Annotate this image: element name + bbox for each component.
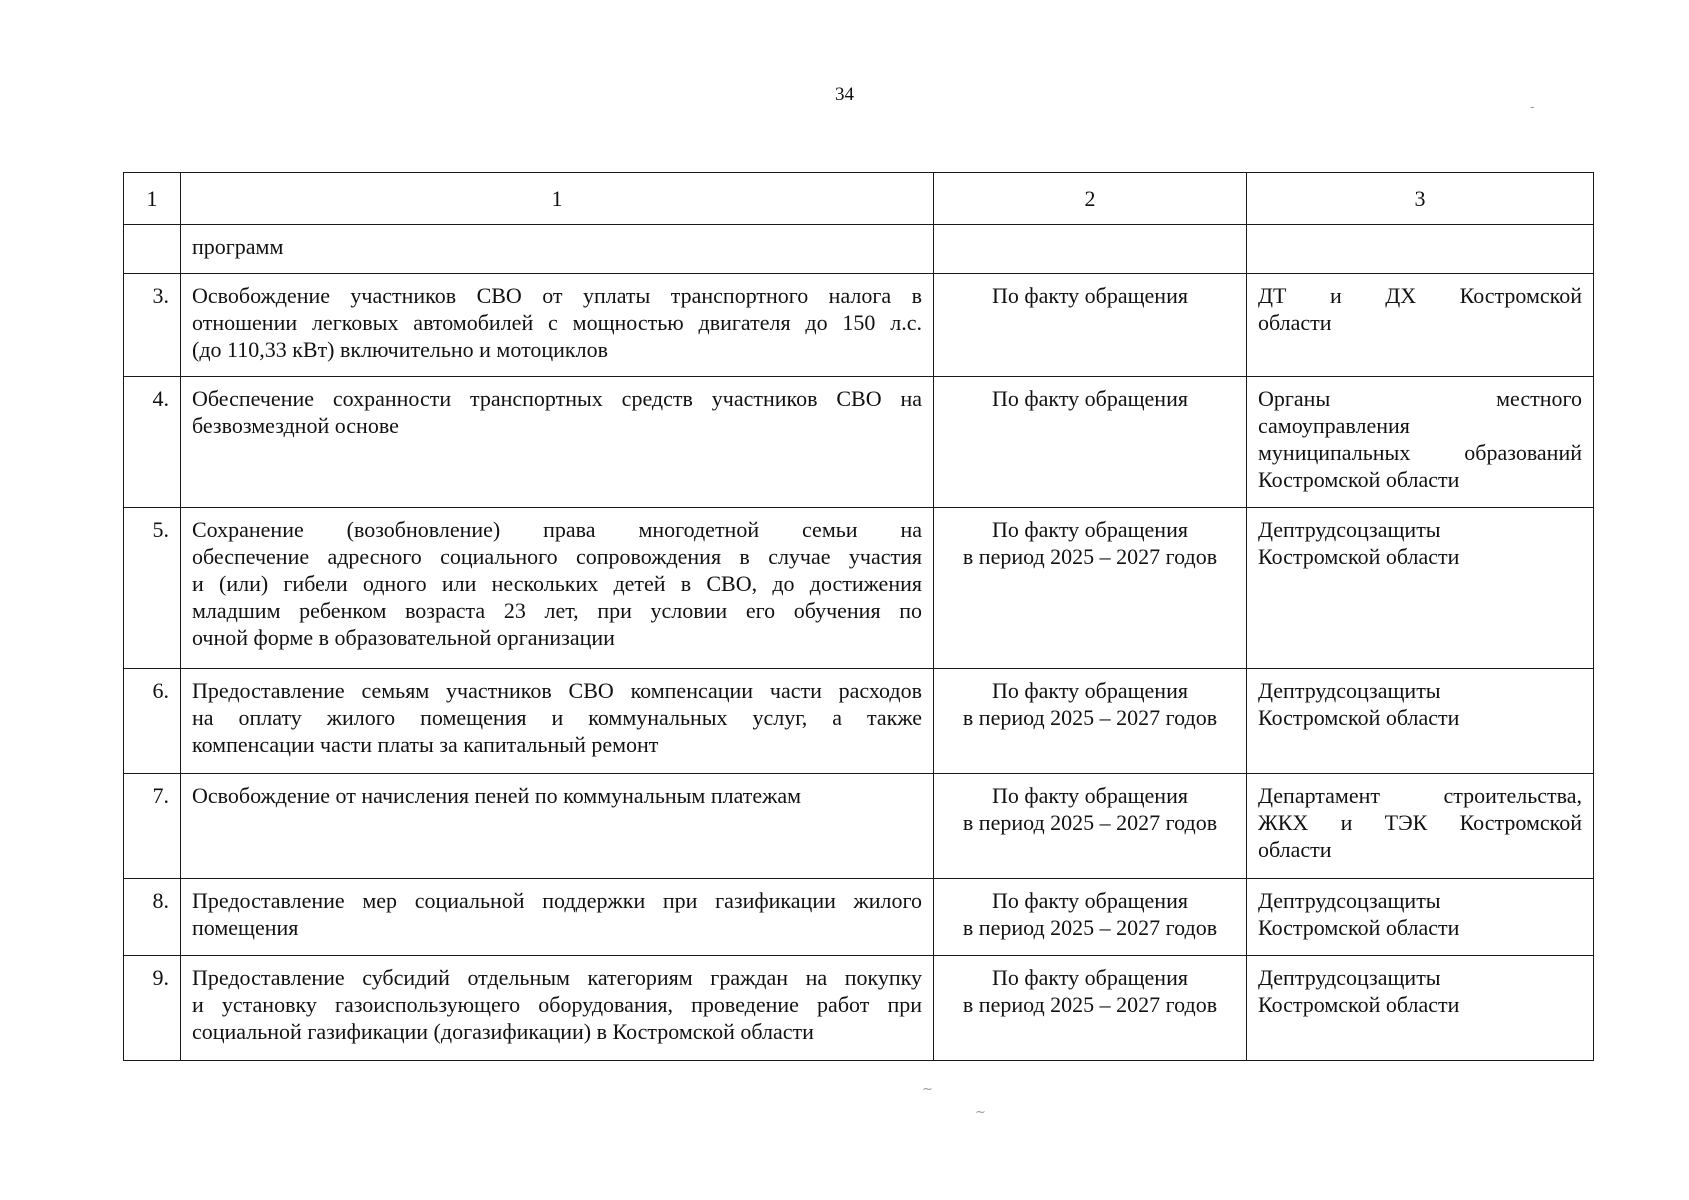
- measure-line: Предоставление субсидий отдельным категориям граждан на покупку: [192, 965, 922, 990]
- term-cell: [934, 774, 1247, 879]
- table-header-row: [124, 173, 1594, 225]
- measure-line: очной форме в образовательной организации: [192, 625, 615, 650]
- executor-cell: [1247, 377, 1594, 508]
- table-row-continuation: [124, 225, 1594, 274]
- row-number: 4.: [124, 377, 181, 508]
- table-row: [124, 377, 1594, 508]
- measure-line: отношении легковых автомобилей с мощностью двигателя до 150 л.с.: [192, 310, 922, 335]
- table-row: [124, 879, 1594, 956]
- header-cell-term: 2: [934, 173, 1247, 225]
- measure-cell: [181, 377, 934, 508]
- measure-line: Сохранение (возобновление) права многодетной семьи на: [192, 517, 922, 542]
- term-line: По факту обращения: [992, 783, 1188, 808]
- scan-speck: ~: [922, 1082, 933, 1097]
- table-row: [124, 956, 1594, 1061]
- header-cell-measure: 1: [181, 173, 934, 225]
- row-number-cell: [124, 225, 181, 274]
- executor-line: самоуправления: [1258, 413, 1410, 438]
- term-cell: [934, 669, 1247, 774]
- executor-line: Костромской области: [1258, 705, 1460, 730]
- term-line: По факту обращения: [992, 888, 1188, 913]
- measure-line: младшим ребенком возраста 23 лет, при условии его обучения по: [192, 598, 922, 623]
- executor-line: Дептрудсоцзащиты: [1258, 678, 1441, 703]
- executor-line: муниципальных образований: [1258, 440, 1582, 465]
- row-number: 7.: [124, 774, 181, 879]
- measure-cell: программ: [181, 225, 934, 274]
- term-line: в период 2025 – 2027 годов: [962, 810, 1218, 835]
- executor-line: области: [1258, 837, 1332, 862]
- term-line: По факту обращения: [992, 386, 1188, 411]
- table-row: [124, 274, 1594, 377]
- table-row: [124, 774, 1594, 879]
- executor-cell: [1247, 274, 1594, 377]
- term-cell: [934, 956, 1247, 1061]
- term-line: По факту обращения: [992, 678, 1188, 703]
- term-line: в период 2025 – 2027 годов: [962, 705, 1218, 730]
- term-line: По факту обращения: [992, 283, 1188, 308]
- executor-cell: [1247, 956, 1594, 1061]
- term-cell: [934, 508, 1247, 669]
- measure-cell: [181, 669, 934, 774]
- measure-line: Предоставление семьям участников СВО компенсации части расходов: [192, 678, 922, 703]
- measure-cell: [181, 879, 934, 956]
- measure-line: и (или) гибели одного или нескольких детей в СВО, до достижения: [192, 571, 922, 596]
- term-line: в период 2025 – 2027 годов: [962, 544, 1218, 569]
- measure-line: компенсации части платы за капитальный ремонт: [192, 732, 659, 757]
- measure-line: Освобождение от начисления пеней по коммунальным платежам: [192, 783, 802, 808]
- page-number: 34: [835, 84, 854, 105]
- measure-cell: [181, 956, 934, 1061]
- term-cell: [934, 225, 1247, 274]
- executor-line: Дептрудсоцзащиты: [1258, 965, 1441, 990]
- row-number: 3.: [124, 274, 181, 377]
- term-cell: [934, 377, 1247, 508]
- executor-line: Костромской области: [1258, 467, 1460, 492]
- executor-cell: [1247, 669, 1594, 774]
- measure-line: Обеспечение сохранности транспортных средств участников СВО на: [192, 386, 922, 411]
- measures-table: [123, 172, 1594, 1061]
- measure-cell: [181, 774, 934, 879]
- term-line: в период 2025 – 2027 годов: [962, 992, 1218, 1017]
- executor-line: Дептрудсоцзащиты: [1258, 888, 1441, 913]
- row-number: 9.: [124, 956, 181, 1061]
- measure-line: социальной газификации (догазификации) в Костромской области: [192, 1019, 814, 1044]
- executor-line: ЖКХ и ТЭК Костромской: [1258, 810, 1582, 835]
- measure-line: (до 110,33 кВт) включительно и мотоциклов: [192, 337, 608, 362]
- scan-speck: ~: [975, 1105, 986, 1120]
- table-row: [124, 669, 1594, 774]
- executor-line: Департамент строительства,: [1258, 783, 1582, 808]
- header-cell-number: 1: [124, 173, 181, 225]
- executor-line: области: [1258, 310, 1332, 335]
- term-line: По факту обращения: [992, 517, 1188, 542]
- measure-line: помещения: [192, 915, 299, 940]
- row-number: 8.: [124, 879, 181, 956]
- header-cell-executor: 3: [1247, 173, 1594, 225]
- measure-line: обеспечение адресного социального сопровождения в случае участия: [192, 544, 922, 569]
- measure-cell: [181, 274, 934, 377]
- measure-line: на оплату жилого помещения и коммунальных услуг, а также: [192, 705, 922, 730]
- table-row: [124, 508, 1594, 669]
- measure-line: и установку газоиспользующего оборудования, проведение работ при: [192, 992, 922, 1017]
- executor-cell: [1247, 225, 1594, 274]
- measure-line: Предоставление мер социальной поддержки при газификации жилого: [192, 888, 922, 913]
- executor-line: Костромской области: [1258, 992, 1460, 1017]
- executor-cell: [1247, 774, 1594, 879]
- row-number: 5.: [124, 508, 181, 669]
- executor-line: Дептрудсоцзащиты: [1258, 517, 1441, 542]
- executor-line: ДТ и ДХ Костромской: [1258, 283, 1582, 308]
- measure-line: безвозмездной основе: [192, 413, 399, 438]
- row-number: 6.: [124, 669, 181, 774]
- term-line: По факту обращения: [992, 965, 1188, 990]
- term-cell: [934, 274, 1247, 377]
- measure-line: Освобождение участников СВО от уплаты транспортного налога в: [192, 283, 922, 308]
- executor-line: Органы местного: [1258, 386, 1582, 411]
- measure-cell: [181, 508, 934, 669]
- executor-line: Костромской области: [1258, 544, 1460, 569]
- executor-cell: [1247, 508, 1594, 669]
- executor-cell: [1247, 879, 1594, 956]
- scan-speck: -: [1530, 100, 1535, 115]
- term-line: в период 2025 – 2027 годов: [962, 915, 1218, 940]
- executor-line: Костромской области: [1258, 915, 1460, 940]
- term-cell: [934, 879, 1247, 956]
